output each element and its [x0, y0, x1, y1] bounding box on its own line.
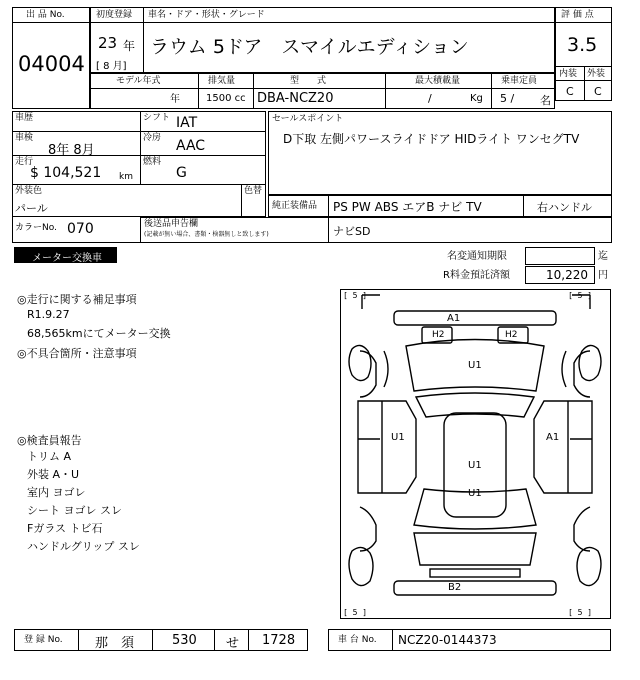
car-outline: [340, 289, 611, 619]
tire-fr: [ 5 ]: [568, 291, 593, 300]
mark-headlight-right: H2: [505, 330, 518, 340]
capacity: 5 /: [500, 92, 515, 105]
first-reg-label: 初度登録: [96, 10, 133, 20]
inspector-line-3: 室内 ヨゴレ: [27, 486, 86, 499]
reg-class: 530: [172, 633, 197, 648]
interior-label: 内装: [559, 69, 578, 79]
shift-label: シフト: [143, 113, 171, 123]
name-change-box: [525, 247, 595, 265]
mark-roof-2: U1: [468, 488, 482, 499]
reg-year-unit: 年: [123, 39, 136, 53]
tire-rl: [ 5 ]: [343, 608, 368, 617]
chassis-number: NCZ20-0144373: [398, 633, 497, 647]
inspector-line-6: ハンドルグリップ スレ: [27, 540, 140, 553]
handle-side: 右ハンドル: [537, 201, 592, 214]
car-name: ラウム 5ドア スマイルエディション: [150, 36, 469, 58]
mileage: $ 104,521: [30, 165, 102, 181]
ext-color-label: 外装色: [15, 186, 43, 196]
max-load-label: 最大積載量: [415, 76, 461, 86]
displacement: 1500 cc: [206, 93, 246, 104]
mark-hood: U1: [468, 360, 482, 371]
inspection-label: 車検: [15, 133, 34, 143]
fuel: G: [176, 165, 187, 181]
reg-kana: せ: [226, 636, 240, 651]
inspection: 8年 8月: [48, 143, 95, 158]
recycle-label: R料金預託済額: [443, 270, 510, 281]
aircon-label: 冷房: [143, 133, 162, 143]
tire-fl: [ 5 ]: [343, 291, 368, 300]
reg-number: 1728: [262, 633, 296, 648]
genuine-label: 純正装備品: [272, 201, 318, 211]
recycle-amount: 10,220: [546, 268, 588, 282]
mileage-label: 走行: [15, 157, 34, 167]
grade-label: 評 価 点: [561, 10, 594, 20]
travel-line-1: R1.9.27: [27, 308, 70, 321]
aftermarket-label: 後送品申告欄: [144, 219, 199, 229]
tire-rr: [ 5 ]: [568, 608, 593, 617]
aftermarket-note: (記載が無い場合、書類・検器無しと致します): [144, 231, 269, 238]
max-load: /: [428, 92, 432, 105]
sales-point-label: セールスポイント: [272, 114, 344, 124]
interior-grade: C: [566, 85, 574, 98]
exterior-label: 外装: [587, 69, 606, 79]
color-change-label: 色替: [244, 186, 263, 196]
capacity-unit: 名: [540, 94, 551, 107]
sales-point: D下取 左側パワースライドドア HIDライト ワンセグTV: [283, 132, 580, 146]
lot-label: 出 品 No.: [26, 10, 65, 20]
fuel-label: 燃料: [143, 157, 162, 167]
model-year-label: モデル年式: [116, 76, 161, 86]
mark-headlight-left: H2: [432, 330, 445, 340]
inspector-line-1: トリム A: [27, 450, 72, 463]
grade-score: 3.5: [567, 34, 598, 56]
aircon: AAC: [176, 138, 206, 154]
model-type: DBA-NCZ20: [257, 91, 334, 106]
reg-month: [ 8 月]: [96, 61, 127, 72]
mark-left-side: U1: [391, 432, 405, 443]
displacement-label: 排気量: [208, 76, 236, 86]
reg-label: 登 録 No.: [24, 635, 63, 645]
type-label: 型 式: [290, 76, 327, 86]
mark-roof-1: U1: [468, 460, 482, 471]
lot-number: 04004: [18, 52, 85, 76]
travel-title: ◎走行に関する補足事項: [17, 293, 137, 306]
shift: IAT: [176, 115, 198, 131]
meter-exchange-text: メーター交換車: [32, 253, 102, 264]
genuine-equipment: PS PW ABS エアB ナビ TV: [333, 200, 482, 214]
capacity-label: 乗車定員: [501, 76, 538, 86]
chassis-label: 車 台 No.: [338, 635, 377, 645]
mark-right-side: A1: [546, 432, 560, 443]
yen-unit: 円: [598, 270, 608, 281]
inspector-line-5: Fガラス トビ石: [27, 522, 103, 535]
inspector-line-4: シート ヨゴレ スレ: [27, 504, 122, 517]
travel-line-2: 68,565kmにてメーター交換: [27, 327, 171, 340]
history-label: 車歴: [15, 113, 34, 123]
inspector-line-2: 外装 A・U: [27, 468, 80, 481]
kg-unit: Kg: [470, 93, 483, 104]
km-unit: km: [119, 172, 133, 182]
inspector-title: ◎検査員報告: [17, 434, 82, 447]
mark-front-bumper: A1: [447, 313, 461, 324]
model-label: 車名・ドア・形状・グレード: [148, 10, 265, 20]
name-change-label: 名変通知期限: [447, 251, 507, 262]
name-change-unit: 迄: [598, 251, 608, 262]
mark-rear-bumper: B2: [448, 582, 462, 593]
model-year-unit: 年: [170, 94, 180, 105]
ext-color: パール: [15, 202, 48, 215]
aftermarket-box: [140, 217, 612, 243]
color-no-label: カラーNo.: [15, 223, 57, 233]
aftermarket: ナビSD: [333, 225, 371, 238]
reg-area: 那 須: [95, 636, 135, 651]
reg-year: 23: [98, 34, 118, 52]
exterior-grade: C: [594, 85, 602, 98]
color-no: 070: [67, 221, 94, 237]
defect-title: ◎不具合箇所・注意事項: [17, 347, 137, 360]
